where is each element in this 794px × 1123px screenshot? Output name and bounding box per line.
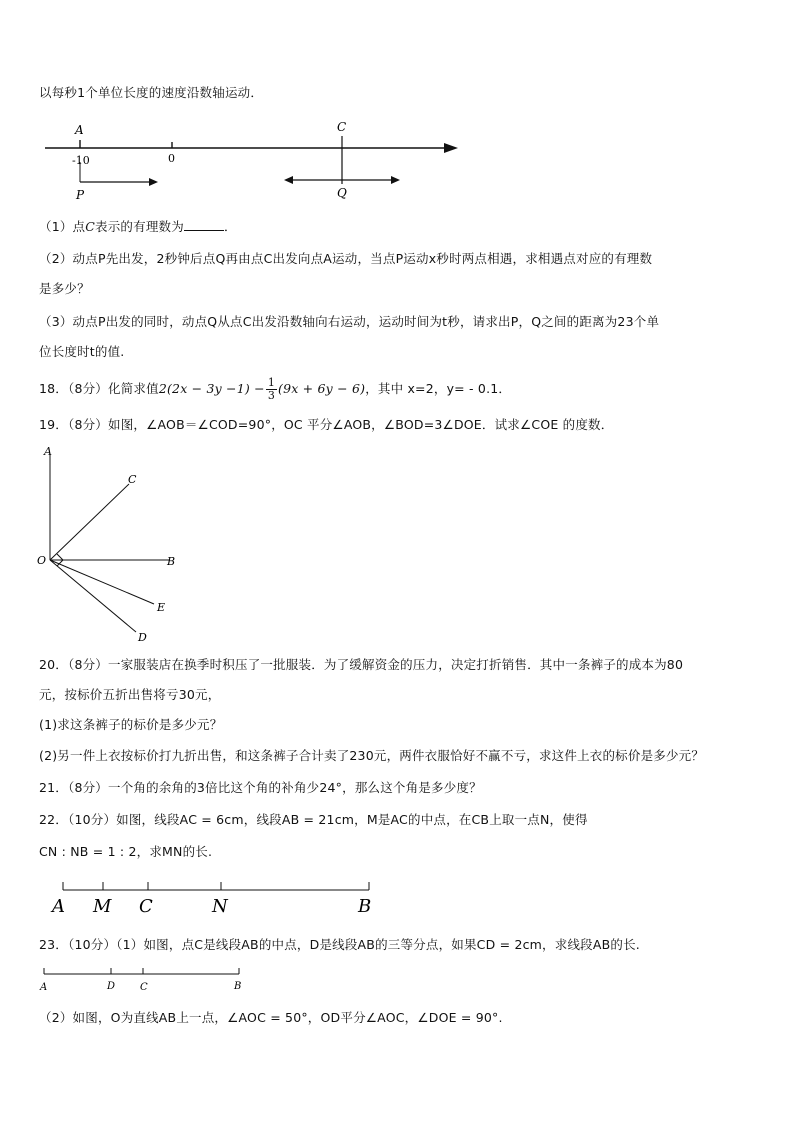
q23-line2: （2）如图，O为直线AB上一点，∠AOC = 50°，OD平分∠AOC，∠DOE = 90°. [39,1010,503,1025]
ray-oc [50,484,129,560]
label-c: C [128,473,137,486]
q19-text: 19．（8分）如图，∠AOB＝∠COD=90°，OC 平分∠AOB，∠BOD=3∠DOE．试求∠COE 的度数． [39,417,614,432]
label-a: A [75,123,84,137]
q22-line2: CN : NB = 1 : 2，求MN的长. [39,844,213,859]
q18-expr-a: 2(2x − 3y −1) − [158,381,265,396]
q-arrowhead-left [284,176,293,184]
q17-sub3-line1: （3）动点P出发的同时，动点Q从点C出发沿数轴向右运动，运动时间为t秒，请求出P，Q之间的距离为23个单 [39,314,660,329]
fraction-denominator: 3 [267,389,276,402]
q17-sub1-pre: （1）点 [39,219,86,234]
q17-sub2-line1: （2）动点P先出发，2秒钟后点Q再由点C出发向点A运动，当点P运动x秒时两点相遇，求相遇点对应的有理数 [39,251,653,266]
q20-line1: 20．（8分）一家服装店在换季时积压了一批服装．为了缓解资金的压力，决定打折销售．其中一条裤子的成本为80 [39,657,684,672]
q18-tail: ，其中 x=2，y= - 0.1． [365,381,512,396]
q17-sub1-end: ． [223,219,237,234]
label-c: C [337,120,347,134]
q21-text: 21．（8分）一个角的余角的3倍比这个角的补角少24°，那么这个角是多少度？ [39,780,482,795]
q22-line1: 22．（10分）如图，线段AC = 6cm，线段AB = 21cm，M是AC的中点，在CB上取一点N，使得 [39,812,588,827]
fraction-numerator: 1 [267,376,276,389]
q17-sub2-line2: 是多少？ [39,281,90,296]
q18-head: 18．（8分）化简求值 [39,381,159,396]
q18-expr-b: (9x + 6y − 6) [278,381,366,396]
label-a: A [44,445,52,458]
q23-line1: 23．（10分）（1）如图，点C是线段AB的中点，D是线段AB的三等分点，如果CD = 2cm，求线段AB的长. [39,937,640,952]
q20-line4: (2)另一件上衣按标价打九折出售，和这条裤子合计卖了230元，两件衣服恰好不赢不亏，求这件上衣的标价是多少元？ [39,748,705,763]
q18-fraction [266,377,277,402]
label-d: D [138,631,147,644]
answer-blank [184,218,224,231]
q-arrowhead-right [391,176,400,184]
p-arrowhead [149,178,158,186]
label-q: Q [337,186,347,200]
q17-sub1-post: 表示的有理数为 [95,219,184,234]
label-b: B [167,555,176,568]
label-d: D [107,981,116,992]
label-m: M [93,896,112,917]
q20-line3: (1)求这条裤子的标价是多少元？ [39,717,223,732]
value-zero: 0 [168,152,175,165]
value-minus-ten: -10 [72,154,90,167]
ray-oe [50,560,154,604]
ray-od [50,560,136,632]
q17-sub1 [39,218,237,236]
q20-line2: 元，按标价五折出售将亏30元， [39,687,221,702]
label-b: B [234,981,242,992]
q18 [39,375,511,403]
label-n: N [212,896,228,917]
label-p: P [76,188,85,202]
angle-figure [34,442,194,647]
segment-figure-q22 [48,876,388,918]
axis-arrowhead [444,143,458,153]
label-c: C [140,982,148,993]
q17-sub1-var: C [85,219,96,234]
label-o: O [37,554,47,567]
segment-figure-q23 [36,962,256,994]
intro-text: 以每秒1个单位长度的速度沿数轴运动． [39,85,264,100]
label-a: A [52,896,65,917]
q17-sub3-line2: 位长度时t的值. [39,344,125,359]
label-a: A [40,982,48,993]
label-c: C [139,896,153,917]
number-line-figure [40,114,470,204]
label-e: E [157,601,166,614]
label-b: B [358,896,372,917]
